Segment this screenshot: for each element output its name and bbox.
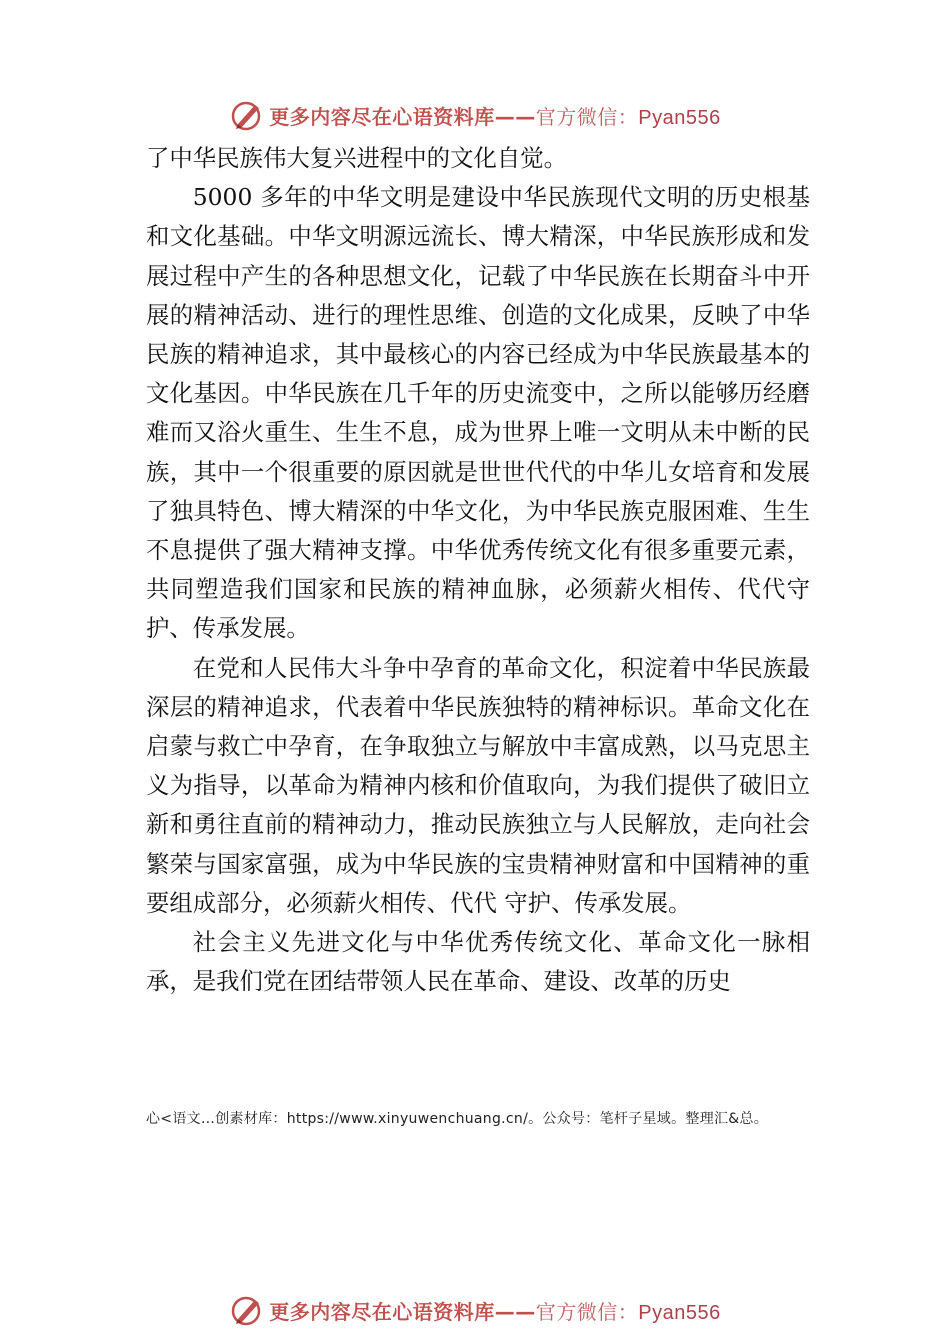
wechat-label: 官方微信： xyxy=(535,1299,639,1324)
paragraph: 了中华民族伟大复兴进程中的文化自觉。 xyxy=(146,144,568,172)
wechat-id: Pyan556 xyxy=(638,106,721,129)
top-banner xyxy=(0,95,950,135)
banner-text xyxy=(269,101,720,130)
brand-name: 更多内容尽在心语资料库 xyxy=(269,1299,495,1324)
paragraph: 社会主义先进文化与中华优秀传统文化、革命文化一脉相承，是我们党在团结带领人民在革命、建设、改革的历史 xyxy=(146,928,810,996)
wechat-label: 官方微信： xyxy=(535,104,639,129)
pen-logo-icon xyxy=(229,1292,265,1328)
paragraph: 在党和人民伟大斗争中孕育的革命文化，积淀着中华民族最深层的精神追求，代表着中华民族独特的精神标识。革命文化在启蒙与救亡中孕育，在争取独立与解放中丰富成熟，以马克思主义为指导，以革命为精神内核和价值取向，为我们提供了破旧立新和勇往直前的精神动力，推动民族独立与人民解放，走向社会繁荣与国家富强，成为中华民族的宝贵精神财富和中国精神的重要组成部分，必须薪火相传、代代 守护、传承发展。 xyxy=(146,653,810,917)
brand-name: 更多内容尽在心语资料库 xyxy=(269,104,495,129)
wechat-id: Pyan556 xyxy=(638,1301,721,1324)
banner-separator: —— xyxy=(494,104,536,129)
document-body xyxy=(146,139,810,1001)
footer-note: 心<语文…创素材库：https://www.xinyuwenchuang.cn/。公众号：笔杆子星域。整理汇&总。 xyxy=(146,1111,769,1127)
pen-logo-icon xyxy=(229,97,265,133)
bottom-banner xyxy=(0,1290,950,1330)
banner-text xyxy=(269,1296,720,1325)
banner-separator: —— xyxy=(494,1299,536,1324)
paragraph: 5000 多年的中华文明是建设中华民族现代文明的历史根基和文化基础。中华文明源远流长、博大精深，中华民族形成和发展过程中产生的各种思想文化，记载了中华民族在长期奋斗中开展的精神活动、进行的理性思维、创造的文化成果，反映了中华民族的精神追求，其中最核心的内容已经成为中华民族最基本的文化基因。中华民族在几千年的历史流变中，之所以能够历经磨难而又浴火重生、生生不息，成为世界上唯一文明从未中断的民族，其中一个很重要的原因就是世世代代的中华儿女培育和发展了独具特色、博大精深的中华文化，为中华民族克服困难、生生不息提供了强大精神支撑。中华优秀传统文化有很多重要元素，共同塑造我们国家和民族的精神血脉，必须薪火相传、代代守护、传承发展。 xyxy=(146,183,810,643)
